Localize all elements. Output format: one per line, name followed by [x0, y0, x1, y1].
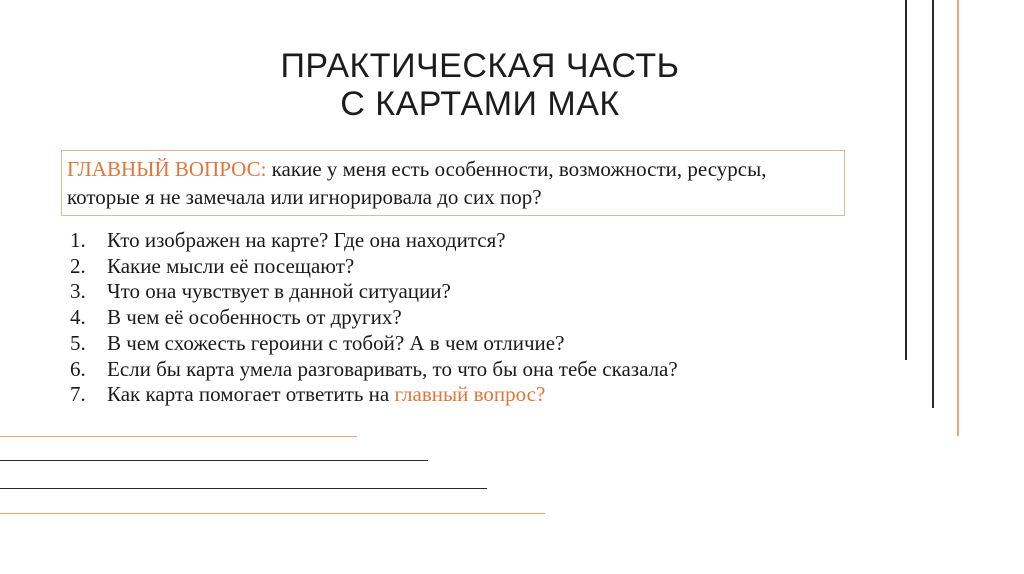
page-title — [200, 47, 760, 123]
list-item-number: 5. — [70, 330, 86, 355]
list-item — [70, 331, 830, 357]
decor-horizontal-line — [0, 436, 357, 437]
list-item — [70, 305, 830, 331]
list-item-text: В чем её особенность от других? — [107, 305, 402, 330]
decor-vertical-line — [932, 0, 934, 408]
decor-horizontal-line — [0, 488, 487, 489]
list-item-text: Что она чувствует в данной ситуации? — [107, 279, 451, 304]
decor-horizontal-line — [0, 513, 545, 514]
main-question-text: какие у меня есть особенности, возможности, ресурсы, которые я не замечала или игнорировала до сих пор? — [67, 157, 767, 209]
list-item — [70, 228, 830, 254]
list-item-number: 7. — [70, 382, 86, 407]
list-item — [70, 382, 830, 408]
list-item-text: Кто изображен на карте? Где она находится? — [107, 228, 506, 252]
list-item-text: Какие мысли её посещают? — [107, 253, 355, 278]
main-question-label: ГЛАВНЫЙ ВОПРОС: — [67, 157, 267, 181]
title-line-2: С КАРТАМИ МАК — [340, 85, 620, 123]
list-item-number: 1. — [70, 228, 86, 252]
list-item — [70, 279, 830, 305]
list-item-text: В чем схожесть героини с тобой? А в чем отличие? — [107, 330, 565, 355]
title-line-1: ПРАКТИЧЕСКАЯ ЧАСТЬ — [280, 47, 680, 85]
list-item-number: 2. — [70, 253, 86, 278]
list-item-text: Если бы карта умела разговаривать, то что бы она тебе сказала? — [107, 356, 678, 381]
list-item-number: 4. — [70, 305, 86, 330]
list-item-accent-text: главный вопрос? — [394, 382, 546, 407]
list-item-number: 3. — [70, 279, 86, 304]
list-item-text: Как карта помогает ответить на — [107, 382, 395, 407]
main-question-box — [61, 150, 845, 216]
question-list — [70, 228, 830, 408]
list-item — [70, 357, 830, 383]
decor-horizontal-line — [0, 460, 428, 461]
list-item-number: 6. — [70, 356, 86, 381]
decor-vertical-line — [957, 0, 959, 436]
decor-vertical-line — [905, 0, 907, 360]
list-item — [70, 254, 830, 280]
